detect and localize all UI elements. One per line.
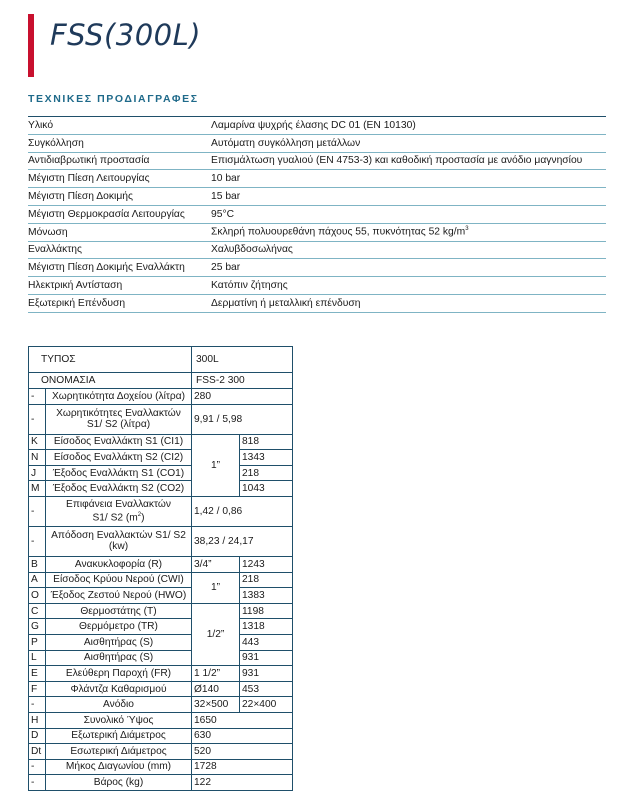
row-value: 1650 — [192, 712, 293, 728]
row-value: 520 — [192, 744, 293, 760]
row-code: N — [29, 450, 46, 466]
row-desc: Εξωτερική Διάμετρος — [46, 728, 192, 744]
spec-row — [28, 170, 606, 188]
sensor-connection-size: 1/2” — [192, 603, 240, 665]
spec-row — [28, 205, 606, 223]
spec-key: Συγκόλληση — [28, 134, 211, 152]
row-value: 443 — [240, 634, 293, 650]
row-size: 32×500 — [192, 697, 240, 713]
row-code: Dt — [29, 744, 46, 760]
row-desc: Ελεύθερη Παροχή (FR) — [46, 666, 192, 682]
row-desc-a: Επιφάνεια Εναλλακτών — [66, 499, 171, 511]
row-desc: Βάρος (kg) — [46, 775, 192, 791]
spec-value-text: Δερματίνη ή μεταλλική επένδυση — [211, 297, 361, 309]
spec-row — [28, 117, 606, 135]
row-code: - — [29, 404, 46, 434]
specifications-table — [28, 116, 606, 313]
row-desc-b: S1/ S2 (m — [92, 512, 138, 524]
row-value: 818 — [240, 434, 293, 450]
section-title: ΤΕΧΝΙΚΕΣ ΠΡΟΔΙΑΓΡΑΦΕΣ — [28, 93, 199, 105]
spec-key: Μέγιστη Πίεση Λειτουργίας — [28, 170, 211, 188]
spec-key: Εξωτερική Επένδυση — [28, 294, 211, 312]
table-row — [29, 619, 293, 635]
spec-value-text: Χαλυβδοσωλήνας — [211, 244, 293, 256]
table-row — [29, 526, 293, 556]
row-value: 38,23 / 24,17 — [192, 526, 293, 556]
row-code: H — [29, 712, 46, 728]
table-row — [29, 712, 293, 728]
row-code: - — [29, 759, 46, 775]
type-label: ΤΥΠΟΣ — [29, 347, 192, 373]
spec-row — [28, 294, 606, 312]
table-row — [29, 556, 293, 572]
spec-row — [28, 152, 606, 170]
row-desc: Είσοδος Εναλλάκτη S1 (CI1) — [46, 434, 192, 450]
table-row — [29, 634, 293, 650]
product-title: FSS(300L) — [50, 18, 202, 52]
table-row — [29, 572, 293, 588]
row-value: 218 — [240, 572, 293, 588]
spec-key: Μόνωση — [28, 223, 211, 241]
table-row — [29, 666, 293, 682]
spec-row — [28, 134, 606, 152]
name-label: ΟΝΟΜΑΣΙΑ — [29, 373, 192, 389]
row-size: 1 1/2” — [192, 666, 240, 682]
row-size: 3/4” — [192, 556, 240, 572]
table-row — [29, 434, 293, 450]
spec-value — [211, 170, 606, 188]
spec-value-text: Επισμάλτωση γυαλιού (EN 4753-3) και καθοδική προστασία με ανόδιο μαγνησίου — [211, 155, 583, 167]
table-row — [29, 389, 293, 405]
row-value: 1318 — [240, 619, 293, 635]
spec-value — [211, 188, 606, 206]
row-desc: Εσωτερική Διάμετρος — [46, 744, 192, 760]
row-value: 280 — [192, 389, 293, 405]
spec-value — [211, 241, 606, 259]
spec-value-text: Αυτόματη συγκόλληση μετάλλων — [211, 137, 361, 149]
spec-value — [211, 277, 606, 295]
spec-row — [28, 223, 606, 241]
table-row — [29, 373, 293, 389]
table-row — [29, 465, 293, 481]
row-code: - — [29, 389, 46, 405]
row-code: O — [29, 588, 46, 604]
table-row — [29, 404, 293, 434]
row-desc-sup: 2 — [137, 512, 142, 519]
row-code: C — [29, 603, 46, 619]
spec-key: Ηλεκτρική Αντίσταση — [28, 277, 211, 295]
row-value: 218 — [240, 465, 293, 481]
table-row — [29, 681, 293, 697]
row-code: M — [29, 481, 46, 497]
spec-value — [211, 152, 606, 170]
row-value: 1043 — [240, 481, 293, 497]
spec-key: Μέγιστη Πίεση Δοκιμής — [28, 188, 211, 206]
row-desc: Αισθητήρας (S) — [46, 650, 192, 666]
row-desc: Συνολικό Ύψος — [46, 712, 192, 728]
spec-key: Αντιδιαβρωτική προστασία — [28, 152, 211, 170]
spec-value — [211, 205, 606, 223]
row-value: 1198 — [240, 603, 293, 619]
row-desc: Χωρητικότητα Δοχείου (λίτρα) — [46, 389, 192, 405]
spec-value-text: 10 bar — [211, 173, 241, 185]
exchanger-connection-size: 1” — [192, 434, 240, 496]
row-value: 1243 — [240, 556, 293, 572]
spec-value — [211, 134, 606, 152]
row-value: 22×400 — [240, 697, 293, 713]
spec-value-text: Σκληρή πολυουρεθάνη πάχους 55, πυκνότητας 52 kg/m — [211, 226, 466, 238]
spec-value-text: 15 bar — [211, 191, 241, 203]
row-value: 931 — [240, 666, 293, 682]
row-desc — [46, 496, 192, 526]
spec-value — [211, 223, 606, 241]
table-row — [29, 496, 293, 526]
row-code: J — [29, 465, 46, 481]
row-value: 9,91 / 5,98 — [192, 404, 293, 434]
row-desc: Ανόδιο — [46, 697, 192, 713]
spec-value-text: Λαμαρίνα ψυχρής έλασης DC 01 (EN 10130) — [211, 119, 416, 131]
row-size: Ø140 — [192, 681, 240, 697]
accent-bar — [28, 14, 34, 77]
row-value: 1,42 / 0,86 — [192, 496, 293, 526]
spec-key: Μέγιστη Θερμοκρασία Λειτουργίας — [28, 205, 211, 223]
row-value: 1343 — [240, 450, 293, 466]
spec-row — [28, 259, 606, 277]
row-desc: Θερμόμετρο (TR) — [46, 619, 192, 635]
spec-value — [211, 259, 606, 277]
row-desc: Θερμοστάτης (T) — [46, 603, 192, 619]
spec-value — [211, 294, 606, 312]
row-desc: Έξοδος Ζεστού Νερού (HWO) — [46, 588, 192, 604]
row-code: A — [29, 572, 46, 588]
row-code: D — [29, 728, 46, 744]
table-row — [29, 697, 293, 713]
row-code: B — [29, 556, 46, 572]
table-row — [29, 481, 293, 497]
spec-key: Μέγιστη Πίεση Δοκιμής Εναλλάκτη — [28, 259, 211, 277]
spec-key: Εναλλάκτης — [28, 241, 211, 259]
row-value: 931 — [240, 650, 293, 666]
spec-row — [28, 241, 606, 259]
table-row — [29, 728, 293, 744]
table-row — [29, 650, 293, 666]
row-code: - — [29, 775, 46, 791]
table-row — [29, 775, 293, 791]
spec-value-text: 95°C — [211, 208, 235, 220]
row-code: - — [29, 526, 46, 556]
row-code: E — [29, 666, 46, 682]
water-connection-size: 1” — [192, 572, 240, 603]
table-row — [29, 759, 293, 775]
row-desc: Αισθητήρας (S) — [46, 634, 192, 650]
row-desc: Μήκος Διαγωνίου (mm) — [46, 759, 192, 775]
row-desc: Απόδοση Εναλλακτών S1/ S2 (kw) — [46, 526, 192, 556]
row-code: - — [29, 697, 46, 713]
row-value: 122 — [192, 775, 293, 791]
row-code: G — [29, 619, 46, 635]
row-value: 1383 — [240, 588, 293, 604]
row-value: 1728 — [192, 759, 293, 775]
table-row — [29, 450, 293, 466]
row-desc: Χωρητικότητες Εναλλακτών S1/ S2 (λίτρα) — [46, 404, 192, 434]
table-row — [29, 347, 293, 373]
row-code: F — [29, 681, 46, 697]
row-code: K — [29, 434, 46, 450]
row-code: L — [29, 650, 46, 666]
row-value: 453 — [240, 681, 293, 697]
row-code: P — [29, 634, 46, 650]
table-row — [29, 588, 293, 604]
row-desc: Είσοδος Εναλλάκτη S2 (CI2) — [46, 450, 192, 466]
row-desc-c: ) — [141, 512, 145, 524]
row-desc: Φλάντζα Καθαρισμού — [46, 681, 192, 697]
row-desc: Ανακυκλοφορία (R) — [46, 556, 192, 572]
row-desc: Έξοδος Εναλλάκτη S2 (CO2) — [46, 481, 192, 497]
row-value: 630 — [192, 728, 293, 744]
technical-data-table — [28, 346, 293, 791]
spec-value-sup: 3 — [465, 226, 469, 233]
spec-value — [211, 117, 606, 135]
spec-value-text: 25 bar — [211, 262, 241, 274]
spec-row — [28, 277, 606, 295]
table-row — [29, 744, 293, 760]
row-desc: Έξοδος Εναλλάκτη S1 (CO1) — [46, 465, 192, 481]
name-value: FSS-2 300 — [192, 373, 293, 389]
spec-row — [28, 188, 606, 206]
row-desc: Είσοδος Κρύου Νερού (CWI) — [46, 572, 192, 588]
spec-key: Υλικό — [28, 117, 211, 135]
table-row — [29, 603, 293, 619]
row-code: - — [29, 496, 46, 526]
spec-value-text: Κατόπιν ζήτησης — [211, 280, 288, 292]
type-value: 300L — [192, 347, 293, 373]
